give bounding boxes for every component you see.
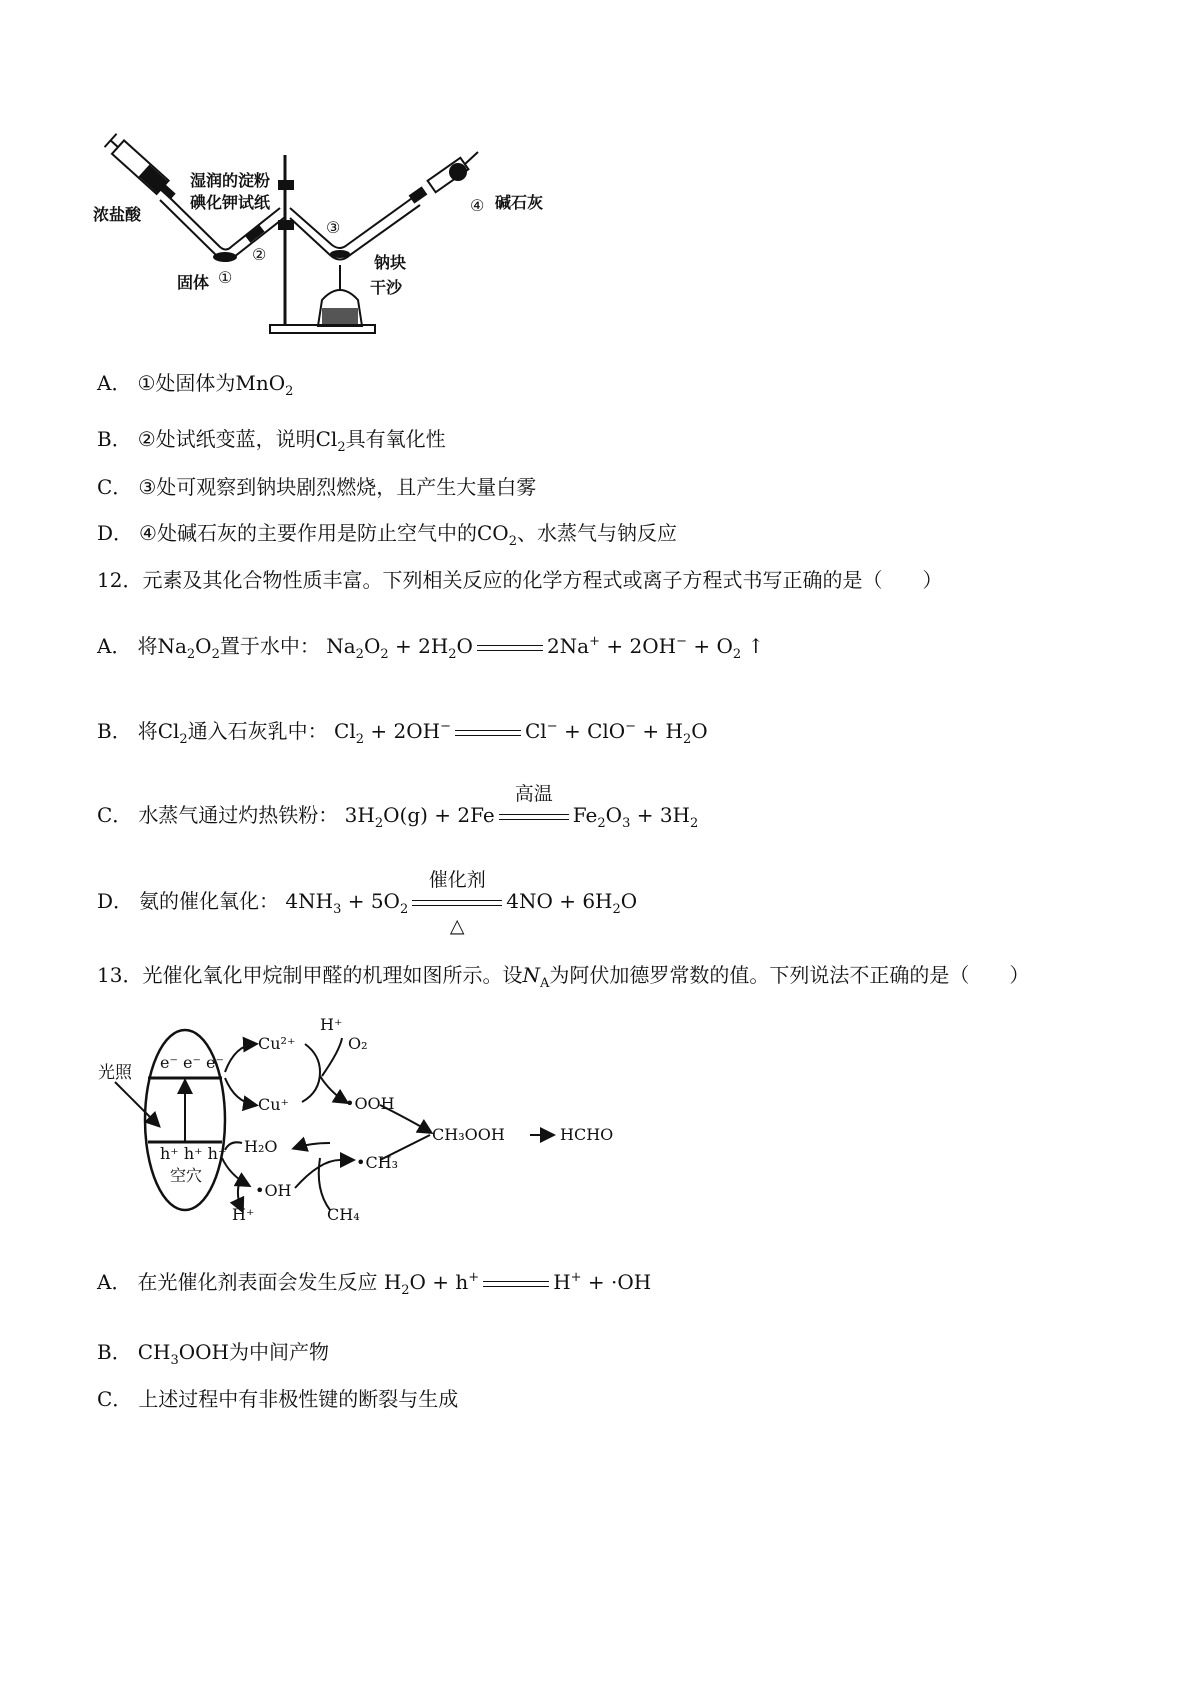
label-oh: •OH xyxy=(255,1181,292,1200)
label-sand: 干沙 xyxy=(370,278,403,297)
label-h2o: H₂O xyxy=(244,1137,278,1156)
label-vacancy: 空穴 xyxy=(170,1166,203,1185)
q13-option-b: B． $CH_3OOH$为中间产物 xyxy=(97,1340,329,1368)
label-sodium: 钠块 xyxy=(374,253,407,272)
q12-option-a: A． 将$Na_2O_2$置于水中： $Na_2O_2 + 2H_2O$ $2Na^+ + 2OH^- + O_2$ ↑ xyxy=(97,634,765,662)
equals-sign-with-condition xyxy=(499,782,569,823)
q12-option-d: D． 氨的催化氧化： $4NH_3 + 5O_2$ 催化剂 △ $4NO + 6H_2O$ xyxy=(97,886,637,925)
label-hcho: HCHO xyxy=(560,1125,614,1144)
q12-option-b: B． 将$Cl_2$通入石灰乳中： $Cl_2 + 2OH^-$ $Cl^- + ClO^- + H_2O$ xyxy=(97,719,708,747)
condition-high-temp: 高温 xyxy=(514,782,553,805)
q12-c-equation: $3H_2O(g) + 2Fe$ xyxy=(344,803,495,831)
q11-option-a: A． ①处固体为MnO$_2$ xyxy=(97,371,294,399)
equals-sign xyxy=(477,642,543,654)
label-cu2: Cu²⁺ xyxy=(258,1034,296,1053)
q12-option-c: C． 水蒸气通过灼热铁粉： $3H_2O(g) + 2Fe$ 高温 $Fe_2O_3 + 3H_2$ xyxy=(97,800,698,839)
label-light: 光照 xyxy=(98,1063,132,1083)
label-n4: ④ xyxy=(470,196,485,215)
q13-stem: 13．光催化氧化甲烷制甲醛的机理如图所示。设$N_A$为阿伏加德罗常数的值。下列说法不正确的是（ ） xyxy=(97,963,1030,991)
label-holes: h⁺ h⁺ h⁺ xyxy=(160,1144,227,1163)
label-paper-line1: 湿润的淀粉 xyxy=(190,171,271,190)
equals-sign-with-condition xyxy=(412,868,502,937)
label-paper-line2: 碘化钾试纸 xyxy=(190,193,271,212)
q12-b-equation: $Cl_2 + 2OH^-$ xyxy=(334,719,451,747)
q12-d-equation: $4NH_3 + 5O_2$ xyxy=(285,889,409,917)
equals-sign xyxy=(455,727,521,739)
label-hplus: H⁺ xyxy=(320,1015,343,1034)
q11-option-b: B． ②处试纸变蓝，说明$Cl_2$具有氧化性 xyxy=(97,427,446,455)
label-n2: ② xyxy=(252,245,267,264)
label-hplus-2: H⁺ xyxy=(232,1205,255,1224)
q11-option-d: D． ④处碱石灰的主要作用是防止空气中的$CO_2$、水蒸气与钠反应 xyxy=(97,521,677,549)
label-ch4: CH₄ xyxy=(327,1205,360,1224)
equals-sign xyxy=(483,1278,549,1290)
label-cu1: Cu⁺ xyxy=(258,1095,289,1114)
label-ooh: •OOH xyxy=(345,1094,395,1113)
label-ch3ooh: CH₃OOH xyxy=(432,1125,505,1144)
label-ch3: •CH₃ xyxy=(356,1153,399,1172)
apparatus-figure xyxy=(100,130,560,370)
q13-option-a: A． 在光催化剂表面会发生反应 $H_2O + h^+$ H+ + ·OH xyxy=(97,1270,652,1298)
label-hcl: 浓盐酸 xyxy=(93,205,142,224)
label-n3: ③ xyxy=(326,218,341,237)
label-o2: O₂ xyxy=(348,1034,368,1053)
q12-stem: 12．元素及其化合物性质丰富。下列相关反应的化学方程式或离子方程式书写正确的是（ ） xyxy=(97,568,943,592)
label-electrons: e⁻ e⁻ e⁻ xyxy=(160,1053,224,1072)
condition-heat: △ xyxy=(449,914,465,937)
q13-option-c: C． 上述过程中有非极性键的断裂与生成 xyxy=(97,1387,459,1411)
q11-option-c: C． ③处可观察到钠块剧烈燃烧，且产生大量白雾 xyxy=(97,475,537,499)
q12-a-equation: $Na_2O_2 + 2H_2O$ xyxy=(326,634,473,662)
label-n1: ① xyxy=(218,268,233,287)
label-solid: 固体 xyxy=(177,273,210,292)
label-lime: 碱石灰 xyxy=(495,193,544,212)
condition-catalyst: 催化剂 xyxy=(428,868,486,891)
